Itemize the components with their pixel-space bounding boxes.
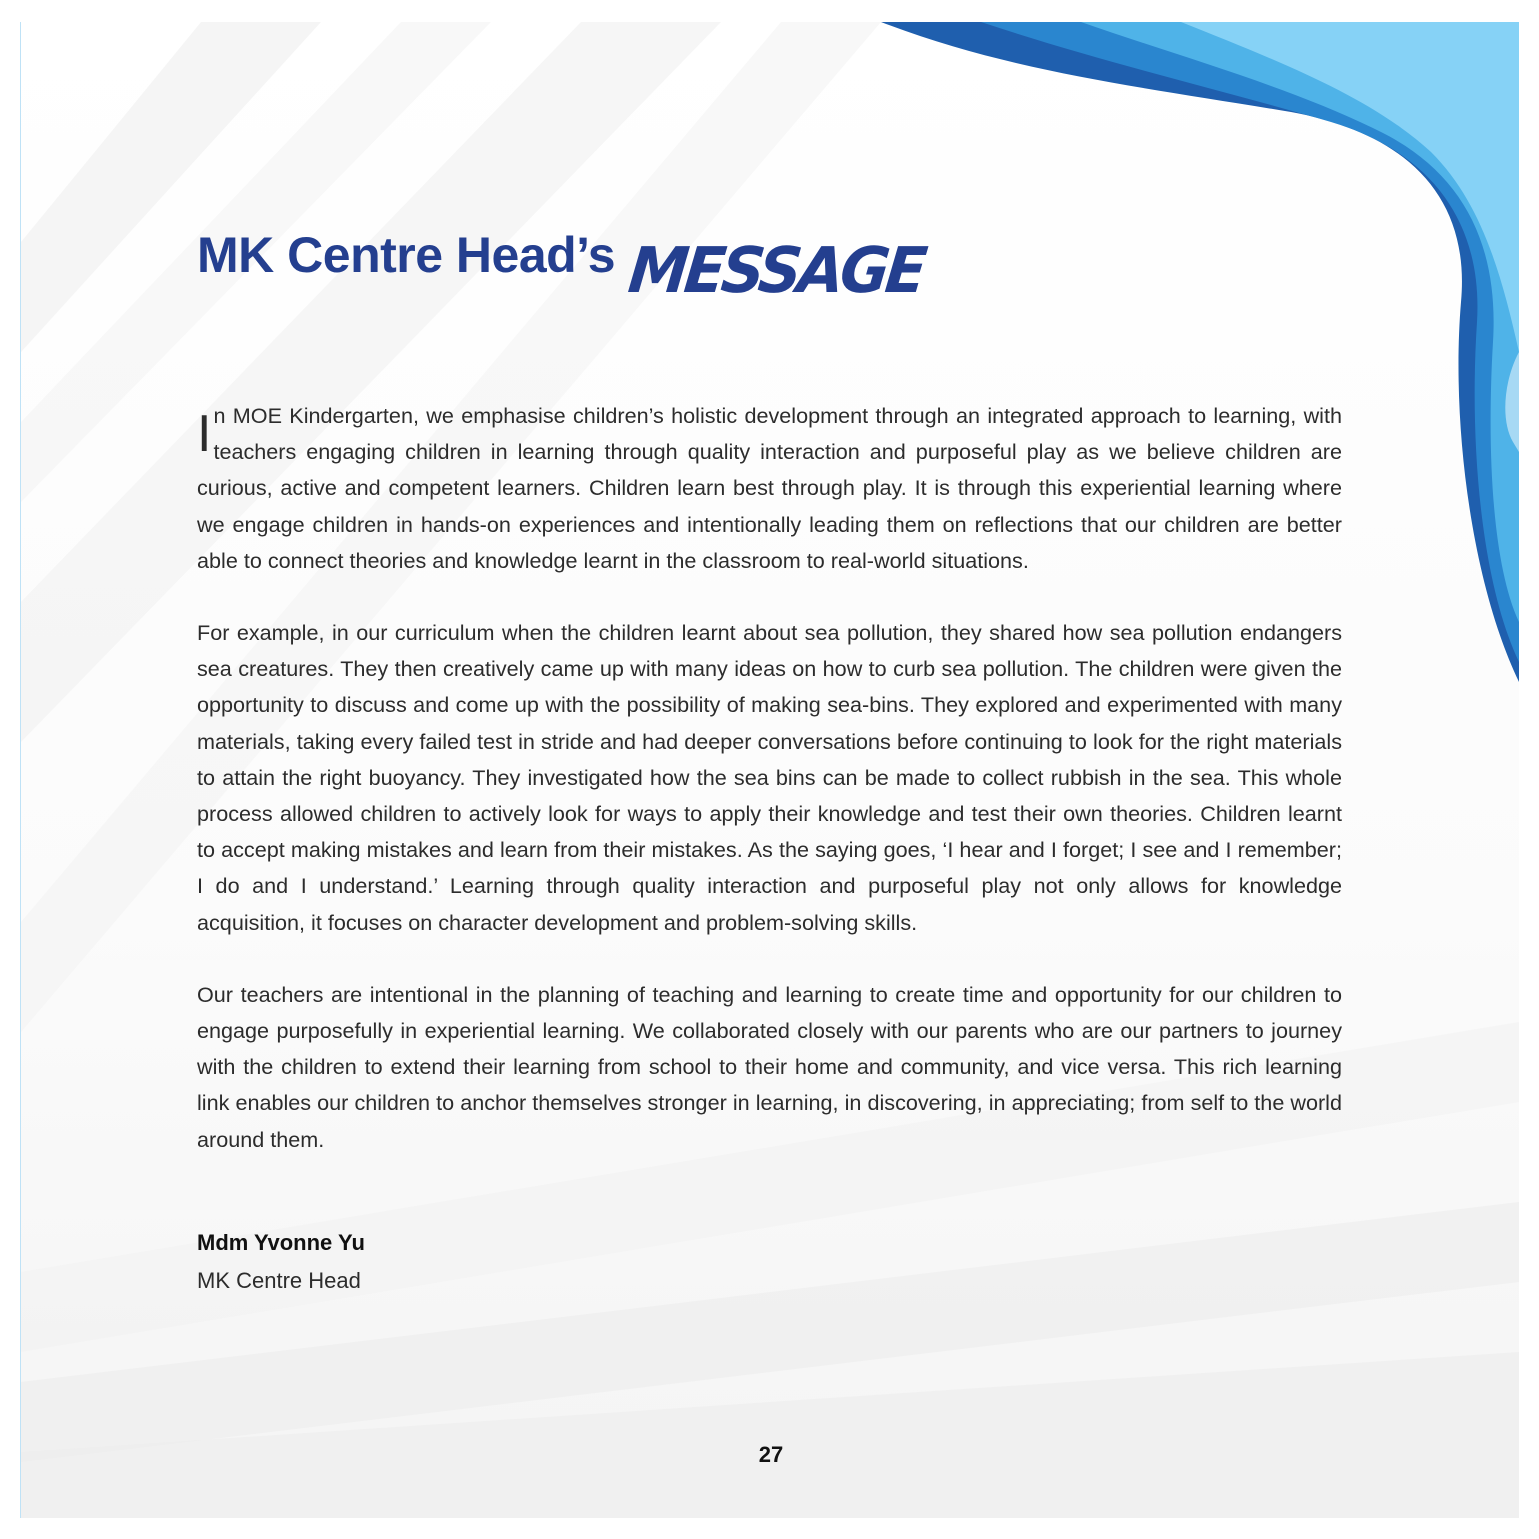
heading-accent-text: MESSAGE xyxy=(625,234,927,308)
drop-cap: I xyxy=(197,405,212,463)
paragraph-3: Our teachers are intentional in the planning of teaching and learning to create time and opportunity for our children to engage purposefully in experiential learning. We collaborated closely with our parents who are our partners to journey with the children to extend their learning from school to their home and community, and vice versa. This rich learning link enables our children to anchor themselves stronger in learning, in discovering, in appreciating; from self to the world around them. xyxy=(197,981,1342,1152)
signature-title: MK Centre Head xyxy=(197,1268,361,1293)
page-heading xyxy=(197,222,1097,342)
paragraph-1 xyxy=(197,398,1342,579)
document-page xyxy=(20,22,1519,1518)
message-body xyxy=(197,398,1342,1194)
paragraph-2: For example, in our curriculum when the children learnt about sea pollution, they shared how sea pollution endangers sea creatures. They then creatively came up with many ideas on how to curb sea pollution. The children were given the opportunity to discuss and come up with the possibility of making sea-bins. They explored and experimented with many materials, taking every failed test in stride and had deeper conversations before continuing to look for the right materials to attain the right buoyancy. They investigated how the sea bins can be made to collect rubbish in the sea. This whole process allowed children to actively look for ways to apply their knowledge and test their own theories. Children learnt to accept making mistakes and learn from their mistakes. As the saying goes, ‘I hear and I forget; I see and I remember; I do and I understand.’ Learning through quality interaction and purposeful play not only allows for knowledge acquisition, it focuses on character development and problem-solving skills. xyxy=(197,620,1342,935)
signature-name: Mdm Yvonne Yu xyxy=(197,1230,365,1255)
paragraph-1-text: n MOE Kindergarten, we emphasise children’s holistic development through an integrated approach to learning, with teachers engaging children in learning through quality interaction and purposeful play as we believe children are curious, active and competent learners. Children learn best through play. It is through this experiential learning where we engage children in hands-on experiences and intentionally leading them on reflections that our children are better able to connect theories and knowledge learnt in the classroom to real-world situations. xyxy=(197,403,1342,573)
page-number: 27 xyxy=(758,1442,784,1467)
heading-main-text: MK Centre Head’s xyxy=(197,227,616,283)
